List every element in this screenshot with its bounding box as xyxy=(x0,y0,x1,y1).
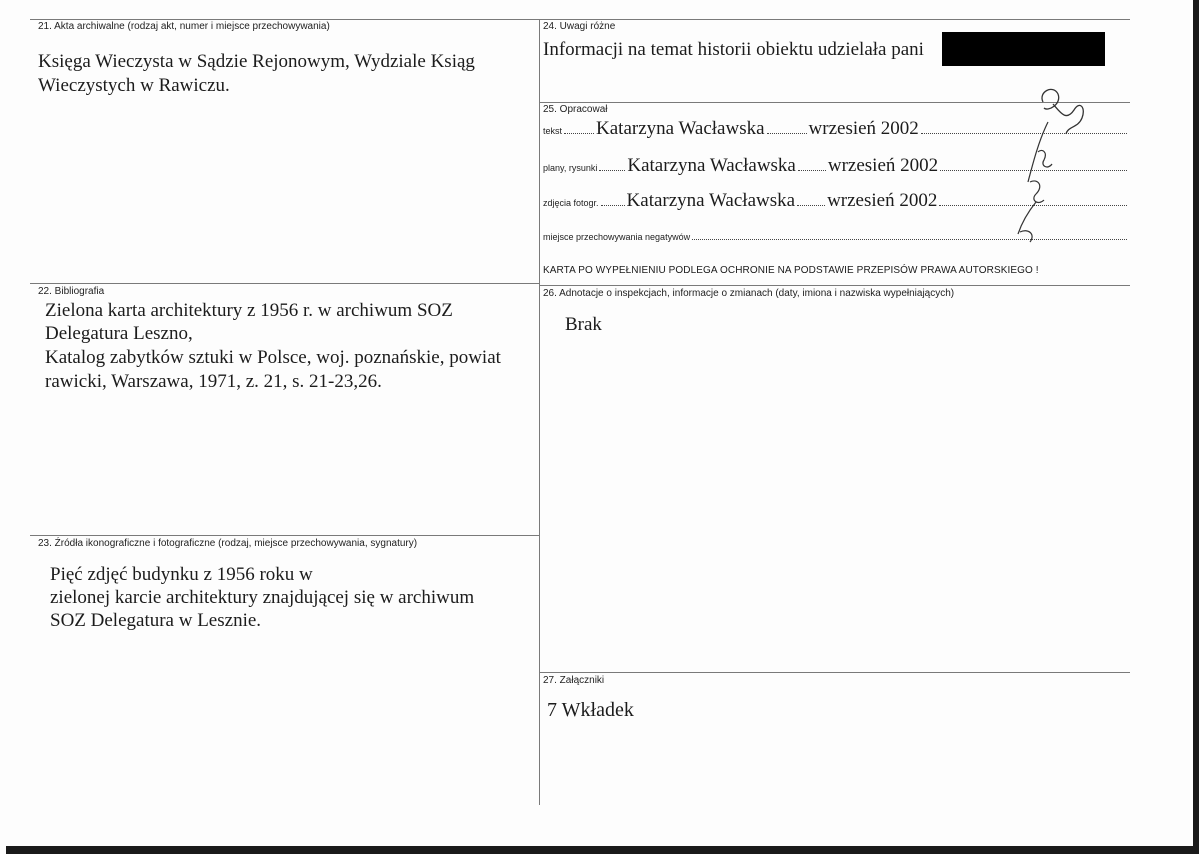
section-23-line-2: zielonej karcie architektury znajdującej się w archiwum xyxy=(50,587,475,608)
s25-row-plans-label: plany, rysunki xyxy=(543,163,598,173)
rule-s27-top xyxy=(539,672,1130,673)
section-23-line-3: SOZ Delegatura w Lesznie. xyxy=(50,610,262,631)
s25-row-photos-name: Katarzyna Wacławska xyxy=(626,190,796,211)
scan-top-edge xyxy=(0,0,1199,8)
s25-row-photos-date: wrzesień 2002 xyxy=(827,190,938,211)
rule-mid-right xyxy=(539,285,1130,286)
section-26-label: 26. Adnotacje o inspekcjach, informacje o zmianach (daty, imiona i nazwiska wypełniających) xyxy=(543,288,955,299)
scan-left-edge xyxy=(0,8,6,854)
s25-negatives-label: miejsce przechowywania negatywów xyxy=(543,232,691,242)
rule-top xyxy=(30,19,1130,20)
section-26-text: Brak xyxy=(565,314,602,335)
dot-leader xyxy=(564,132,594,134)
scan-bottom-edge xyxy=(0,846,1199,854)
section-24-text: Informacji na temat historii obiektu udzielała pani xyxy=(543,39,924,60)
dot-leader xyxy=(797,204,825,206)
section-27-text: 7 Wkładek xyxy=(547,699,634,721)
section-22-line-1: Zielona karta architektury z 1956 r. w archiwum SOZ xyxy=(45,300,453,321)
s25-row-text-name: Katarzyna Wacławska xyxy=(596,118,765,139)
section-23-label: 23. Źródła ikonograficzne i fotograficzne (rodzaj, miejsce przechowywania, sygnatury) xyxy=(38,538,418,549)
rule-mid-left xyxy=(30,283,539,284)
section-21-line-1: Księga Wieczysta w Sądzie Rejonowym, Wydziale Ksiąg xyxy=(38,51,475,72)
section-27-label: 27. Załączniki xyxy=(543,675,605,686)
section-23-line-1: Pięć zdjęć budynku z 1956 roku w xyxy=(50,564,313,585)
s25-row-plans-name: Katarzyna Wacławska xyxy=(627,155,796,176)
section-22-line-3: Katalog zabytków sztuki w Polsce, woj. poznańskie, powiat xyxy=(45,347,501,368)
section-21-line-2: Wieczystych w Rawiczu. xyxy=(38,75,230,96)
s25-row-photos-label: zdjęcia fotogr. xyxy=(543,198,599,208)
section-24-label: 24. Uwagi różne xyxy=(543,21,616,32)
dot-leader xyxy=(601,204,625,206)
section-25-label: 25. Opracował xyxy=(543,104,608,115)
dot-leader xyxy=(599,169,625,171)
dot-leader xyxy=(767,132,807,134)
dot-leader xyxy=(798,169,826,171)
handwritten-signature xyxy=(1008,82,1098,252)
scan-right-edge xyxy=(1193,0,1199,854)
section-21-label: 21. Akta archiwalne (rodzaj akt, numer i miejsce przechowywania) xyxy=(38,21,330,32)
s25-row-plans-date: wrzesień 2002 xyxy=(827,155,939,176)
copyright-notice: KARTA PO WYPEŁNIENIU PODLEGA OCHRONIE NA PODSTAWIE PRZEPISÓW PRAWA AUTORSKIEGO ! xyxy=(543,265,1039,276)
rule-s23-top xyxy=(30,535,539,536)
s25-row-text-date: wrzesień 2002 xyxy=(808,118,919,139)
redaction-box xyxy=(942,32,1105,66)
rule-vertical-divider xyxy=(539,19,540,805)
section-22-label: 22. Bibliografia xyxy=(38,286,105,297)
s25-row-text-label: tekst xyxy=(543,126,563,136)
section-22-line-2: Delegatura Leszno, xyxy=(45,323,193,344)
section-22-line-4: rawicki, Warszawa, 1971, z. 21, s. 21-23,26. xyxy=(45,371,382,392)
